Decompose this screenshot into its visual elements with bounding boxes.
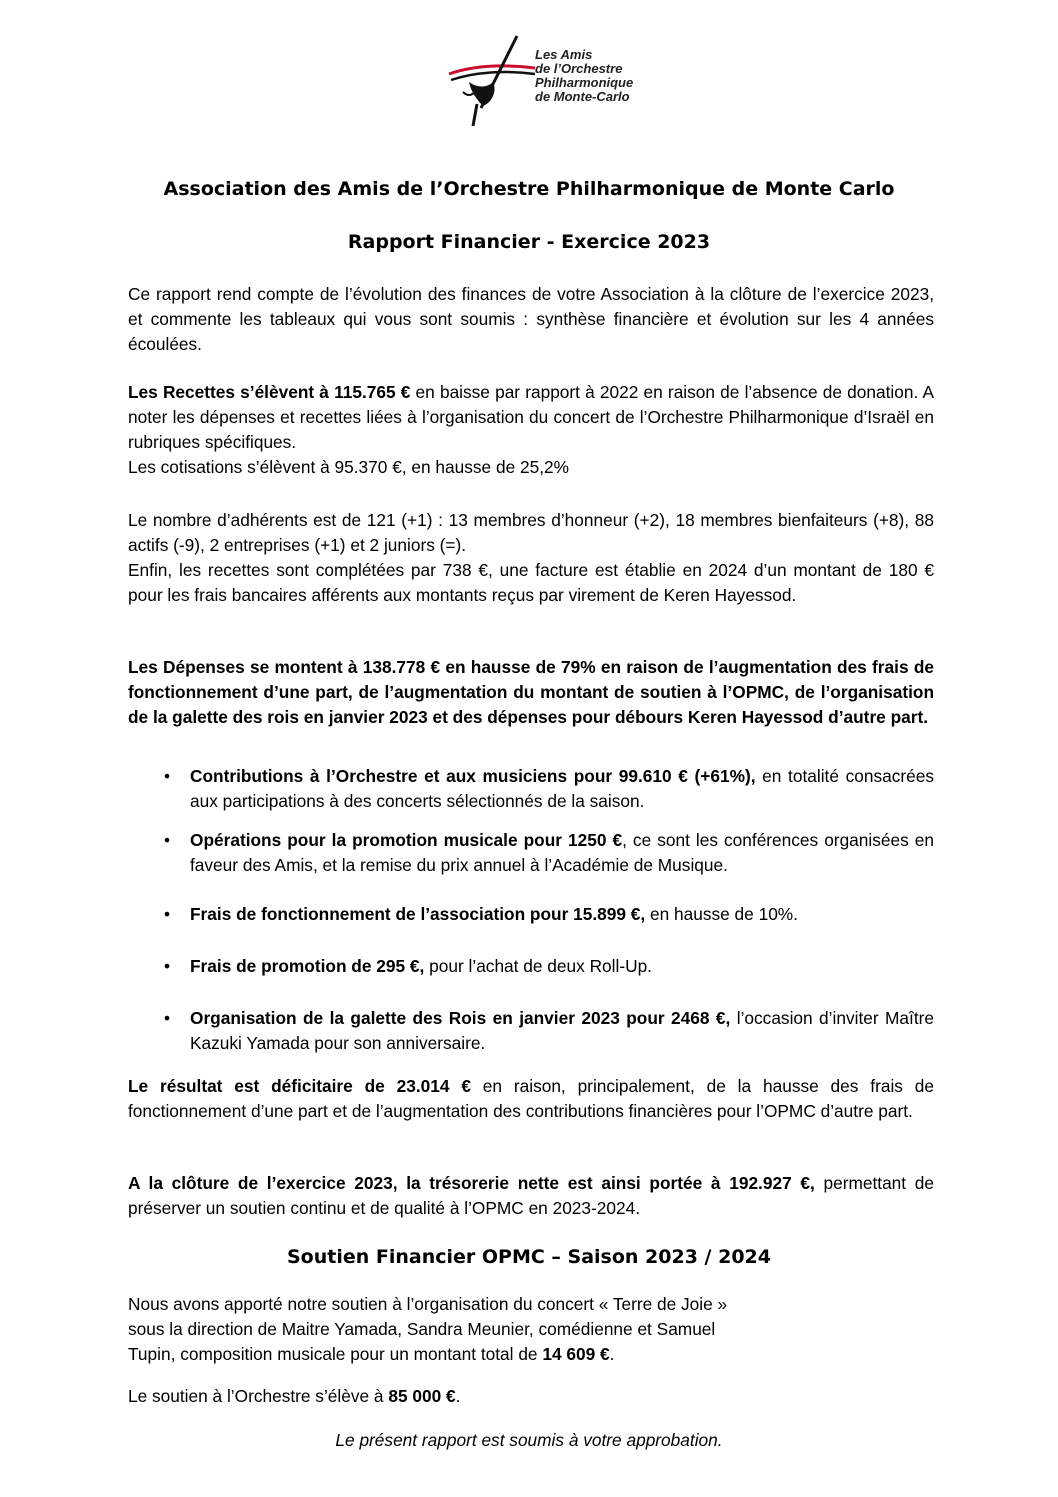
list-item: • Contributions à l’Orchestre et aux musiciens pour 99.610 € (+61%), en totalité consacrées aux participations à des concerts sélectionnés de la saison. — [164, 766, 934, 811]
intro-paragraph: Ce rapport rend compte de l’évolution des finances de votre Association à la clôture de l’exercice 2023, et commente les tableaux qui vous sont soumis : synthèse financière et évolution sur les 4 années écoulées. — [128, 284, 934, 354]
list-item: • Frais de promotion de 295 €, pour l’achat de deux Roll-Up. — [128, 954, 934, 979]
list-item: • Frais de fonctionnement de l’association pour 15.899 €, en hausse de 10%. — [128, 902, 934, 927]
adherents-paragraph: Le nombre d’adhérents est de 121 (+1) : 13 membres d’honneur (+2), 18 membres bienfaiteurs (+8), 88 actifs (-9), 2 entreprises (+1) et 2 juniors (=). Enfin, les recettes sont complétées par 738 €, une facture est établie en 2024 d’un montant de 180 € pour les frais bancaires afférents aux montants reçus par virement de Keren Hayessod. — [128, 510, 934, 605]
list-item: • Organisation de la galette des Rois en janvier 2023 pour 2468 €, l’occasion d’inviter Maître Kazuki Yamada pour son anniversaire. — [164, 1008, 935, 1053]
bullet-icon: • — [164, 956, 171, 976]
orchestre-amount: 85 000 € — [388, 1386, 456, 1406]
bullet-icon: • — [164, 830, 171, 850]
tresorerie-paragraph: A la clôture de l’exercice 2023, la trésorerie nette est ainsi portée à 192.927 €, permettant de préserver un soutien continu et de qualité à l’OPMC en 2023-2024. — [128, 1173, 935, 1218]
depenses-paragraph: Les Dépenses se montent à 138.778 € en hausse de 79% en raison de l’augmentation des frais de fonctionnement d’une part, de l’augmentation du montant de soutien à l’OPMC, de l’organisation de la galette des rois en janvier 2023 et des dépenses pour débours Keren Hayessod d’autre part. — [128, 657, 934, 727]
soutien-amount: 14 609 € — [542, 1344, 610, 1364]
recettes-bold: Les Recettes s’élèvent à 115.765 € — [128, 382, 411, 402]
closing-statement: Le présent rapport est soumis à votre approbation. — [335, 1430, 723, 1450]
bullet-icon: • — [164, 1008, 171, 1028]
conductor-emblem-icon — [447, 30, 537, 130]
soutien-title: Soutien Financier OPMC – Saison 2023 / 2024 — [286, 1246, 771, 1268]
orchestre-support-line: Le soutien à l’Orchestre s’élève à 85 000 €. — [128, 1386, 461, 1406]
association-logo — [447, 30, 634, 130]
bullet-icon: • — [164, 904, 171, 924]
bullet-icon: • — [164, 766, 171, 786]
cotisations-line: Les cotisations s’élèvent à 95.370 €, en hausse de 25,2% — [128, 457, 569, 477]
soutien-paragraph: Nous avons apporté notre soutien à l’organisation du concert « Terre de Joie » sous la direction de Maitre Yamada, Sandra Meunier, comédienne et Samuel Tupin, composition musicale pour un montant total de 14 609 €. — [128, 1294, 728, 1364]
list-item: • Opérations pour la promotion musicale pour 1250 €, ce sont les conférences organisées en faveur des Amis, et la remise du prix annuel à l’Académie de Musique. — [164, 830, 934, 875]
logo-wordmark: Les Amis de l’Orchestre Philharmonique de Monte-Carlo — [535, 47, 634, 104]
document-subtitle: Rapport Financier - Exercice 2023 — [347, 231, 711, 253]
resultat-paragraph: Le résultat est déficitaire de 23.014 € en raison, principalement, de la hausse des frais de fonctionnement d’une part et de l’augmentation des contributions financières pour l’OPMC d’autre part. — [128, 1076, 934, 1121]
document-title: Association des Amis de l’Orchestre Philharmonique de Monte Carlo — [163, 178, 895, 200]
recettes-paragraph: Les Recettes s’élèvent à 115.765 € en baisse par rapport à 2022 en raison de l’absence de donation. A noter les dépenses et recettes liées à l’organisation du concert de l’Orchestre Philharmonique d’Israël en rubriques spécifiques. Les cotisations s’élèvent à 95.370 €, en hausse de 25,2% — [128, 380, 934, 480]
